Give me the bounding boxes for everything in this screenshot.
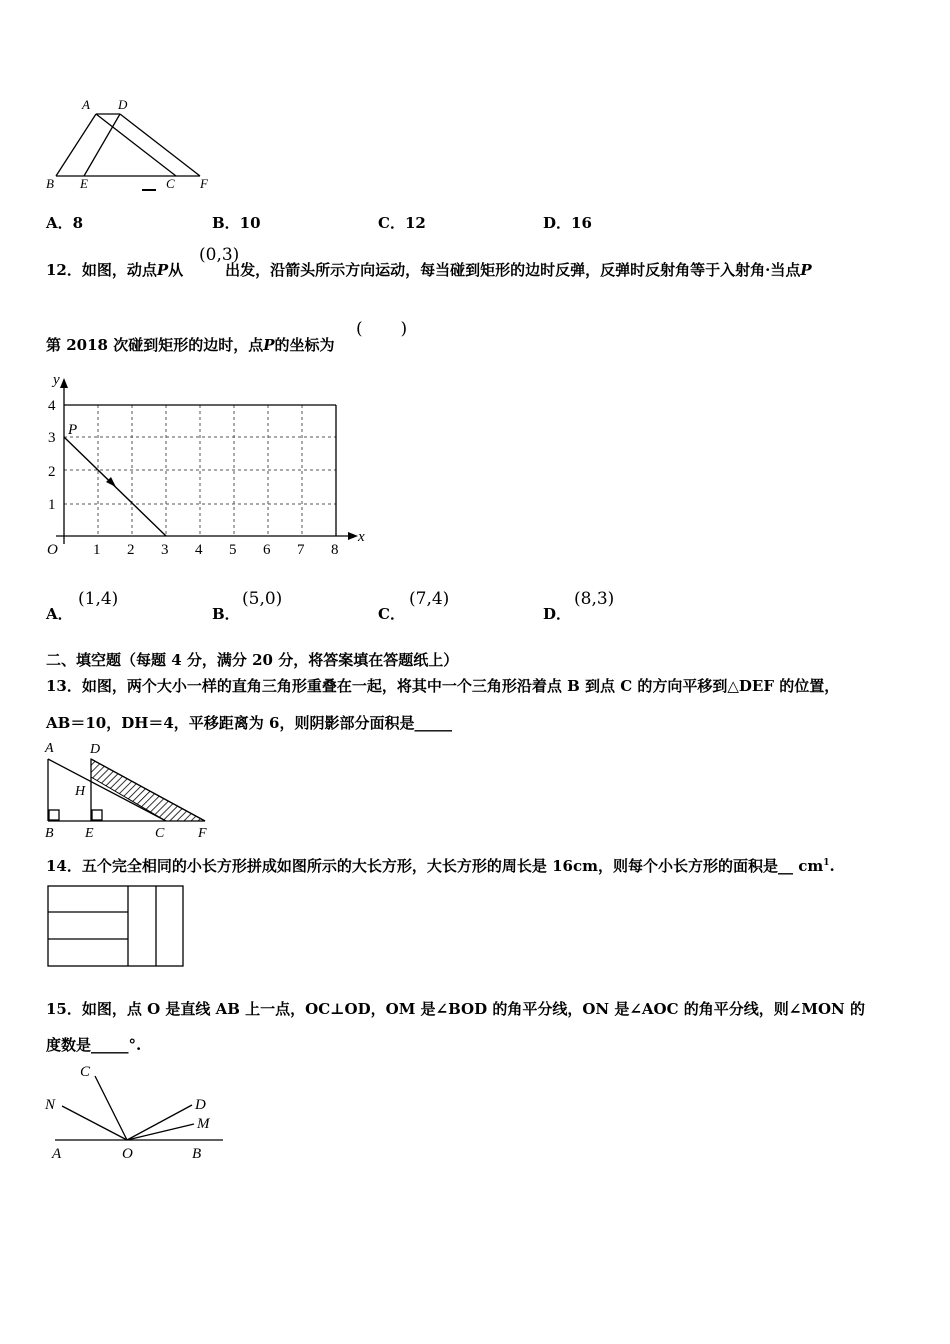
q12-option-c-letter: C． xyxy=(378,605,405,623)
label-a: A xyxy=(45,741,54,756)
q12-from: 从 xyxy=(168,261,184,279)
label-c: C xyxy=(80,1064,91,1080)
q14-text xyxy=(46,855,835,876)
q12-option-c-value: (7,4) xyxy=(409,589,450,609)
q13-figure xyxy=(40,738,220,842)
q15-line1: 15．如图，点 O 是直线 AB 上一点，OC⊥OD，OM 是∠BOD 的角平分线，ON 是∠AOC 的角平分线，则∠MON 的 xyxy=(46,1000,865,1018)
x-tick-8: 8 xyxy=(331,542,339,558)
q12-option-b-letter: B． xyxy=(212,605,240,623)
q11-option-b: B．10 xyxy=(212,214,261,232)
label-a: A xyxy=(82,97,90,112)
label-e: E xyxy=(80,176,88,191)
label-n: N xyxy=(45,1097,56,1113)
x-axis-label: x xyxy=(358,529,365,545)
q12-start-point: (0,3) xyxy=(199,245,240,265)
label-b: B xyxy=(45,826,54,841)
q13-line2: AB＝10，DH＝4，平移距离为 6，则阴影部分面积是_____ xyxy=(46,714,452,732)
q12-option-a-value: (1,4) xyxy=(78,589,119,609)
q12-grid-figure xyxy=(40,372,380,562)
origin-label: O xyxy=(47,542,58,558)
q14-rectangles-figure xyxy=(46,884,186,970)
label-m: M xyxy=(197,1116,210,1132)
q11-option-c: C．12 xyxy=(378,214,426,232)
q12-line1 xyxy=(46,259,812,280)
q12-line2-prefix: 第 2018 次碰到矩形的边时，点 xyxy=(46,336,264,354)
q12-line2 xyxy=(46,334,335,355)
label-f: F xyxy=(200,176,208,191)
q12-p-end: P xyxy=(800,261,812,279)
q11-option-a: A．8 xyxy=(46,214,84,232)
q12-answer-paren: ( ) xyxy=(356,319,408,339)
q12-line2-suffix: 的坐标为 xyxy=(274,336,335,354)
x-tick-6: 6 xyxy=(263,542,271,558)
label-c: C xyxy=(166,176,175,191)
q14-superscript: 1 xyxy=(823,858,830,868)
label-d: D xyxy=(195,1097,206,1113)
q12-option-a-letter: A． xyxy=(46,605,73,623)
y-tick-2: 2 xyxy=(48,464,56,480)
q14-period: . xyxy=(829,857,835,875)
x-tick-2: 2 xyxy=(127,542,135,558)
q12-option-d-value: (8,3) xyxy=(574,589,615,609)
label-d: D xyxy=(118,97,128,112)
x-tick-1: 1 xyxy=(93,542,101,558)
q12-prefix: 12．如图，动点 xyxy=(46,261,157,279)
section-2-heading: 二、填空题（每题 4 分，满分 20 分，将答案填在答题纸上） xyxy=(46,651,459,669)
q11-option-d: D．16 xyxy=(543,214,592,232)
y-tick-3: 3 xyxy=(48,430,56,446)
q12-option-b-value: (5,0) xyxy=(242,589,283,609)
label-e: E xyxy=(85,826,94,841)
q12-option-d-letter: D． xyxy=(543,605,572,623)
x-tick-3: 3 xyxy=(161,542,169,558)
y-axis-label: y xyxy=(53,372,60,388)
y-tick-1: 1 xyxy=(48,497,56,513)
q12-p: P xyxy=(156,261,169,279)
label-o: O xyxy=(122,1146,133,1162)
q15-line2: 度数是_____°. xyxy=(46,1036,142,1054)
x-tick-4: 4 xyxy=(195,542,203,558)
label-h: H xyxy=(75,784,86,799)
label-d: D xyxy=(90,742,101,757)
q15-angle-figure xyxy=(40,1058,230,1166)
x-tick-7: 7 xyxy=(297,542,305,558)
label-b: B xyxy=(192,1146,202,1162)
q11-figure xyxy=(40,94,220,194)
label-f: F xyxy=(198,826,207,841)
x-tick-5: 5 xyxy=(229,542,237,558)
q12-line2-p: P xyxy=(263,336,275,354)
label-b: B xyxy=(46,176,54,191)
q14-question: 14．五个完全相同的小长方形拼成如图所示的大长方形，大长方形的周长是 16cm，则每个小长方形的面积是__ cm xyxy=(46,857,824,875)
q13-line1: 13．如图，两个大小一样的直角三角形重叠在一起，将其中一个三角形沿着点 B 到点 C 的方向平移到△DEF 的位置， xyxy=(46,677,840,695)
point-p-label: P xyxy=(68,422,78,438)
label-c: C xyxy=(155,826,165,841)
label-a: A xyxy=(52,1146,62,1162)
q12-text: 出发，沿箭头所示方向运动，每当碰到矩形的边时反弹，反弹时反射角等于入射角·当点 xyxy=(225,261,801,279)
y-tick-4: 4 xyxy=(48,398,56,414)
